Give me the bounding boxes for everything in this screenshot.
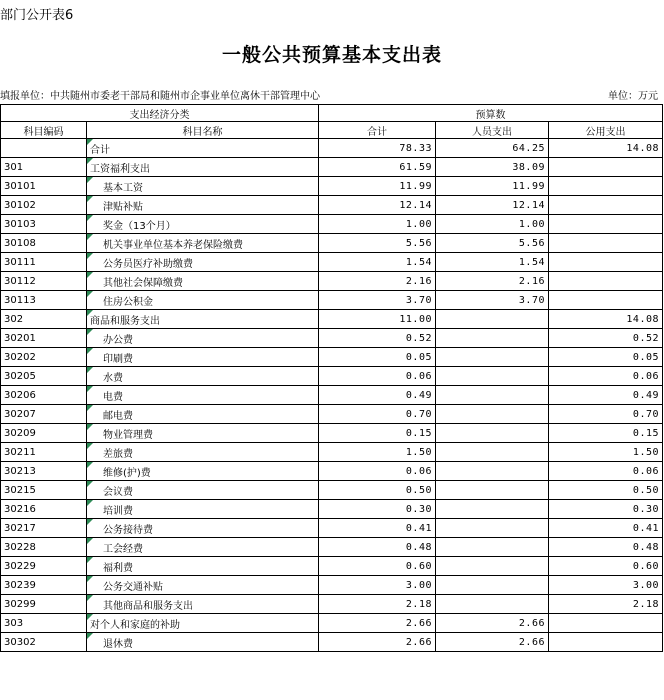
row-personnel: 1.00 xyxy=(436,215,549,234)
row-public: 0.48 xyxy=(549,538,663,557)
row-total: 2.16 xyxy=(319,272,436,291)
table-row xyxy=(1,139,663,158)
table-row xyxy=(1,386,663,405)
row-public: 0.15 xyxy=(549,424,663,443)
table-row xyxy=(1,614,663,633)
row-total: 0.48 xyxy=(319,538,436,557)
row-total: 5.56 xyxy=(319,234,436,253)
column-header-code: 科目编码 xyxy=(1,122,87,139)
table-row xyxy=(1,500,663,519)
row-total: 0.05 xyxy=(319,348,436,367)
row-code: 303 xyxy=(1,614,87,633)
table-row xyxy=(1,310,663,329)
row-code: 302 xyxy=(1,310,87,329)
row-personnel xyxy=(436,557,549,576)
row-public: 2.18 xyxy=(549,595,663,614)
row-total: 11.00 xyxy=(319,310,436,329)
row-total: 11.99 xyxy=(319,177,436,196)
row-code: 30239 xyxy=(1,576,87,595)
row-name: 合计 xyxy=(87,139,319,158)
row-code: 30111 xyxy=(1,253,87,272)
row-personnel xyxy=(436,367,549,386)
row-total: 0.49 xyxy=(319,386,436,405)
row-code: 30228 xyxy=(1,538,87,557)
row-name: 电费 xyxy=(87,386,319,405)
row-personnel xyxy=(436,481,549,500)
row-public: 1.50 xyxy=(549,443,663,462)
row-personnel xyxy=(436,443,549,462)
row-total: 1.50 xyxy=(319,443,436,462)
row-public xyxy=(549,633,663,652)
row-name: 基本工资 xyxy=(87,177,319,196)
row-total: 12.14 xyxy=(319,196,436,215)
row-public: 0.06 xyxy=(549,462,663,481)
table-row xyxy=(1,329,663,348)
row-personnel xyxy=(436,405,549,424)
row-personnel: 2.66 xyxy=(436,633,549,652)
row-personnel: 2.66 xyxy=(436,614,549,633)
row-code: 30101 xyxy=(1,177,87,196)
row-code: 30202 xyxy=(1,348,87,367)
row-code: 30216 xyxy=(1,500,87,519)
row-public: 0.60 xyxy=(549,557,663,576)
row-total: 78.33 xyxy=(319,139,436,158)
row-name: 会议费 xyxy=(87,481,319,500)
row-public xyxy=(549,196,663,215)
row-total: 0.41 xyxy=(319,519,436,538)
group-header-budget: 预算数 xyxy=(319,105,663,122)
row-personnel: 64.25 xyxy=(436,139,549,158)
row-personnel: 5.56 xyxy=(436,234,549,253)
row-name: 邮电费 xyxy=(87,405,319,424)
row-name: 福利费 xyxy=(87,557,319,576)
row-name: 差旅费 xyxy=(87,443,319,462)
row-public: 0.41 xyxy=(549,519,663,538)
row-total: 0.15 xyxy=(319,424,436,443)
row-total: 61.59 xyxy=(319,158,436,177)
row-personnel xyxy=(436,500,549,519)
table-row xyxy=(1,462,663,481)
row-code: 30229 xyxy=(1,557,87,576)
table-row xyxy=(1,633,663,652)
row-public xyxy=(549,253,663,272)
row-total: 2.66 xyxy=(319,633,436,652)
row-code: 30103 xyxy=(1,215,87,234)
row-total: 0.70 xyxy=(319,405,436,424)
group-header-row xyxy=(1,105,663,122)
currency-unit: 单位：万元 xyxy=(608,91,658,102)
row-personnel: 11.99 xyxy=(436,177,549,196)
row-name: 水费 xyxy=(87,367,319,386)
row-public xyxy=(549,215,663,234)
row-public: 0.70 xyxy=(549,405,663,424)
row-code: 30213 xyxy=(1,462,87,481)
row-name: 对个人和家庭的补助 xyxy=(87,614,319,633)
row-personnel xyxy=(436,310,549,329)
row-code: 30207 xyxy=(1,405,87,424)
row-total: 3.70 xyxy=(319,291,436,310)
page-title: 一般公共预算基本支出表 xyxy=(221,44,442,66)
table-row xyxy=(1,595,663,614)
row-code: 30206 xyxy=(1,386,87,405)
table-row xyxy=(1,405,663,424)
row-code: 30102 xyxy=(1,196,87,215)
row-code: 30201 xyxy=(1,329,87,348)
row-public: 0.30 xyxy=(549,500,663,519)
row-name: 物业管理费 xyxy=(87,424,319,443)
row-code: 30209 xyxy=(1,424,87,443)
row-total: 2.66 xyxy=(319,614,436,633)
row-code: 30217 xyxy=(1,519,87,538)
column-header-personnel: 人员支出 xyxy=(436,122,549,139)
table-row xyxy=(1,576,663,595)
row-name: 印刷费 xyxy=(87,348,319,367)
row-public: 3.00 xyxy=(549,576,663,595)
row-personnel xyxy=(436,424,549,443)
row-public xyxy=(549,614,663,633)
column-header-total: 合计 xyxy=(319,122,436,139)
row-total: 3.00 xyxy=(319,576,436,595)
row-personnel: 1.54 xyxy=(436,253,549,272)
row-total: 0.30 xyxy=(319,500,436,519)
row-code: 30108 xyxy=(1,234,87,253)
row-name: 津贴补贴 xyxy=(87,196,319,215)
table-row xyxy=(1,481,663,500)
table-tag: 部门公开表6 xyxy=(0,8,74,23)
row-name: 工会经费 xyxy=(87,538,319,557)
row-public: 14.08 xyxy=(549,310,663,329)
table-row xyxy=(1,348,663,367)
table-row xyxy=(1,272,663,291)
table-row xyxy=(1,196,663,215)
row-personnel xyxy=(436,329,549,348)
row-total: 0.60 xyxy=(319,557,436,576)
row-name: 住房公积金 xyxy=(87,291,319,310)
row-personnel xyxy=(436,462,549,481)
row-name: 办公费 xyxy=(87,329,319,348)
row-personnel xyxy=(436,595,549,614)
row-name: 维修(护)费 xyxy=(87,462,319,481)
row-total: 0.50 xyxy=(319,481,436,500)
row-public: 14.08 xyxy=(549,139,663,158)
row-public xyxy=(549,158,663,177)
row-code xyxy=(1,139,87,158)
table-row xyxy=(1,215,663,234)
row-name: 商品和服务支出 xyxy=(87,310,319,329)
row-personnel: 3.70 xyxy=(436,291,549,310)
row-name: 机关事业单位基本养老保险缴费 xyxy=(87,234,319,253)
row-name: 退休费 xyxy=(87,633,319,652)
column-header-row xyxy=(1,122,663,139)
row-name: 奖金（13个月） xyxy=(87,215,319,234)
table-row xyxy=(1,253,663,272)
table-row xyxy=(1,443,663,462)
row-code: 30211 xyxy=(1,443,87,462)
row-personnel xyxy=(436,538,549,557)
row-personnel: 38.09 xyxy=(436,158,549,177)
row-name: 公务交通补贴 xyxy=(87,576,319,595)
row-public xyxy=(549,234,663,253)
table-row xyxy=(1,158,663,177)
row-public: 0.50 xyxy=(549,481,663,500)
row-name: 公务接待费 xyxy=(87,519,319,538)
table-row xyxy=(1,538,663,557)
row-public: 0.49 xyxy=(549,386,663,405)
table-row xyxy=(1,557,663,576)
column-header-public: 公用支出 xyxy=(549,122,663,139)
row-personnel xyxy=(436,519,549,538)
table-row xyxy=(1,519,663,538)
row-code: 30113 xyxy=(1,291,87,310)
row-code: 30299 xyxy=(1,595,87,614)
row-public xyxy=(549,177,663,196)
row-code: 30302 xyxy=(1,633,87,652)
row-name: 工资福利支出 xyxy=(87,158,319,177)
row-name: 其他商品和服务支出 xyxy=(87,595,319,614)
row-code: 30215 xyxy=(1,481,87,500)
row-name: 培训费 xyxy=(87,500,319,519)
table-row xyxy=(1,234,663,253)
row-personnel xyxy=(436,386,549,405)
row-name: 其他社会保障缴费 xyxy=(87,272,319,291)
row-total: 1.54 xyxy=(319,253,436,272)
group-header-classification: 支出经济分类 xyxy=(1,105,319,122)
table-row xyxy=(1,291,663,310)
row-personnel xyxy=(436,576,549,595)
row-total: 0.52 xyxy=(319,329,436,348)
row-public: 0.52 xyxy=(549,329,663,348)
row-name: 公务员医疗补助缴费 xyxy=(87,253,319,272)
row-public: 0.06 xyxy=(549,367,663,386)
row-total: 0.06 xyxy=(319,367,436,386)
row-personnel: 12.14 xyxy=(436,196,549,215)
row-total: 2.18 xyxy=(319,595,436,614)
reporting-unit: 填报单位：中共随州市委老干部局和随州市企事业单位离休干部管理中心 xyxy=(0,91,320,102)
row-personnel: 2.16 xyxy=(436,272,549,291)
table-row xyxy=(1,424,663,443)
row-public: 0.05 xyxy=(549,348,663,367)
row-code: 30112 xyxy=(1,272,87,291)
row-public xyxy=(549,272,663,291)
row-code: 30205 xyxy=(1,367,87,386)
column-header-name: 科目名称 xyxy=(87,122,319,139)
row-total: 0.06 xyxy=(319,462,436,481)
row-public xyxy=(549,291,663,310)
row-personnel xyxy=(436,348,549,367)
table-row xyxy=(1,367,663,386)
table-row xyxy=(1,177,663,196)
row-total: 1.00 xyxy=(319,215,436,234)
row-code: 301 xyxy=(1,158,87,177)
budget-table xyxy=(0,104,663,652)
